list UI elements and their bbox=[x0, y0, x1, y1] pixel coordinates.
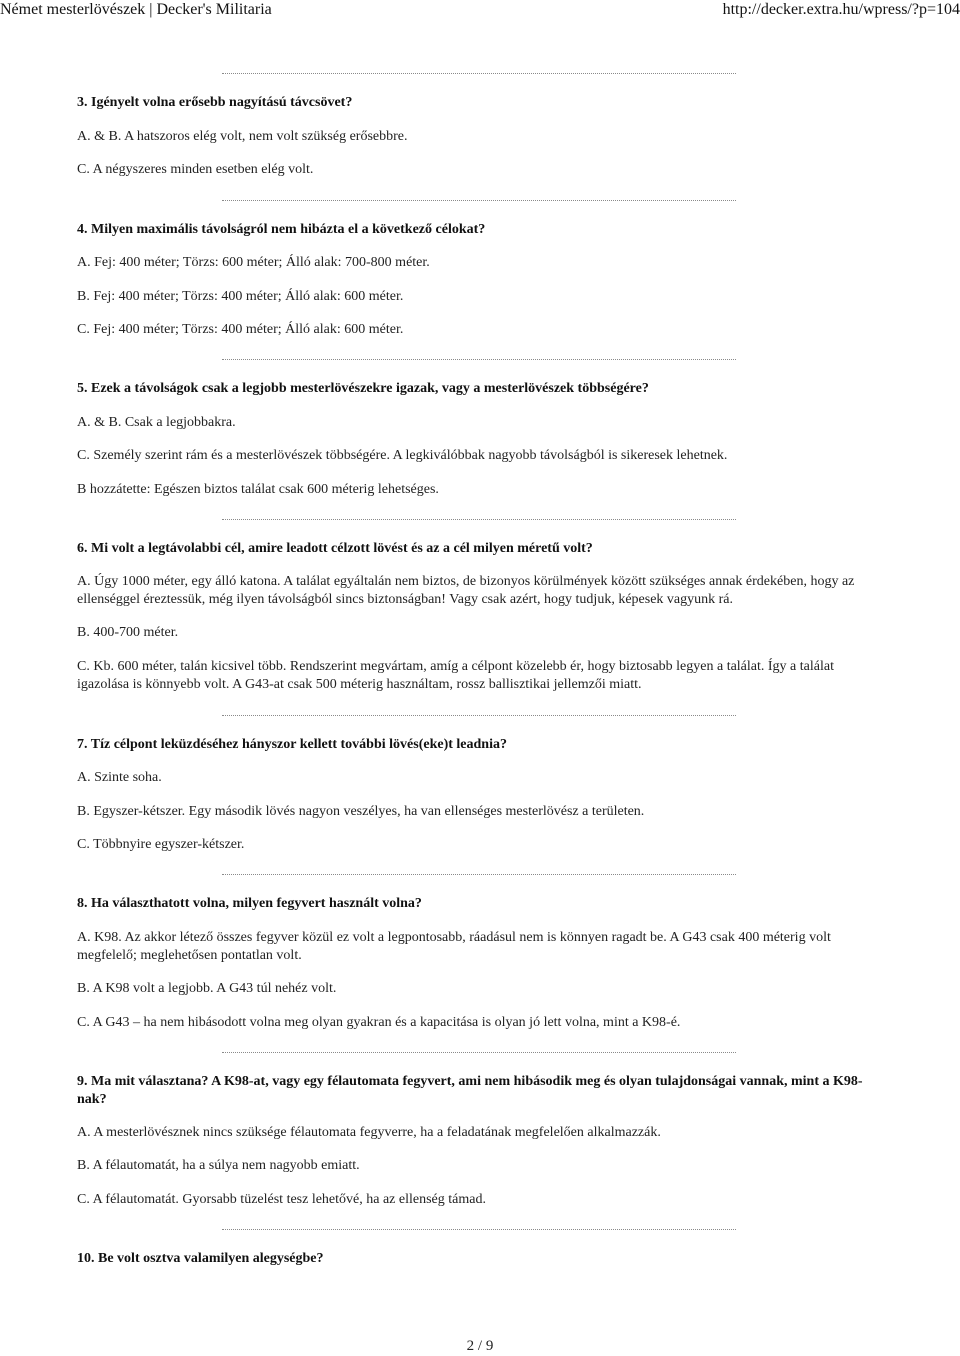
separator bbox=[222, 1229, 736, 1230]
answer-4-b: B. Fej: 400 méter; Törzs: 400 méter; Álló alak: 600 méter. bbox=[77, 289, 404, 304]
answer-5-note: B hozzátette: Egészen biztos találat csak 600 méterig lehetséges. bbox=[77, 482, 439, 497]
question-9: 9. Ma mit választana? A K98-at, vagy egy félautomata fegyvert, ami nem hibásodik meg és olyan tulajdonságai vannak, mint a K98-nak? bbox=[77, 1074, 863, 1107]
answer-8-b: B. A K98 volt a legjobb. A G43 túl nehéz volt. bbox=[77, 981, 337, 996]
answer-9-b: B. A félautomatát, ha a súlya nem nagyobb emiatt. bbox=[77, 1158, 360, 1173]
page-header-url[interactable]: http://decker.extra.hu/wpress/?p=104 bbox=[722, 1, 960, 18]
answer-9-c: C. A félautomatát. Gyorsabb tüzelést tesz lehetővé, ha az ellenség támad. bbox=[77, 1192, 486, 1207]
answer-4-c: C. Fej: 400 méter; Törzs: 400 méter; Álló alak: 600 méter. bbox=[77, 322, 404, 337]
answer-5-c: C. Személy szerint rám és a mesterlövészek többségére. A legkiválóbbak nagyobb távolságból is sikeresek lehetnek. bbox=[77, 448, 728, 463]
question-8: 8. Ha választhatott volna, milyen fegyvert használt volna? bbox=[77, 896, 422, 911]
question-5: 5. Ezek a távolságok csak a legjobb mesterlövészekre igazak, vagy a mesterlövészek többségére? bbox=[77, 381, 649, 396]
separator bbox=[222, 359, 736, 360]
separator bbox=[222, 200, 736, 201]
answer-8-c: C. A G43 – ha nem hibásodott volna meg olyan gyakran és a kapacitása is olyan jó lett volna, mint a K98-é. bbox=[77, 1015, 681, 1030]
page-header-title: Német mesterlövészek | Decker's Militaria bbox=[0, 1, 272, 18]
answer-7-b: B. Egyszer-kétszer. Egy második lövés nagyon veszélyes, ha van ellenséges mesterlövész a területen. bbox=[77, 804, 645, 819]
separator bbox=[222, 519, 736, 520]
page-number: 2 / 9 bbox=[466, 1338, 494, 1354]
answer-6-a: A. Úgy 1000 méter, egy álló katona. A találat egyáltalán nem biztos, de bizonyos körülmények között szükséges annak érdekében, hogy az ellenséggel éreztessük, még ilyen távolságból sincs biztonságban! Vagy csak azért, hogy tudjuk, képesek vagyunk rá. bbox=[77, 574, 855, 607]
answer-5-ab: A. & B. Csak a legjobbakra. bbox=[77, 415, 236, 430]
answer-4-a: A. Fej: 400 méter; Törzs: 600 méter; Álló alak: 700-800 méter. bbox=[77, 255, 430, 270]
answer-7-a: A. Szinte soha. bbox=[77, 770, 162, 785]
question-6: 6. Mi volt a legtávolabbi cél, amire leadott célzott lövést és az a cél milyen méretű volt? bbox=[77, 541, 593, 556]
answer-6-b: B. 400-700 méter. bbox=[77, 625, 179, 640]
separator bbox=[222, 1052, 736, 1053]
question-10: 10. Be volt osztva valamilyen alegységbe? bbox=[77, 1251, 324, 1266]
answer-9-a: A. A mesterlövésznek nincs szüksége félautomata fegyverre, ha a feladatának megfelelően alkalmazzák. bbox=[77, 1125, 661, 1140]
separator bbox=[222, 715, 736, 716]
question-7: 7. Tíz célpont leküzdéséhez hányszor kellett további lövés(eke)t leadnia? bbox=[77, 737, 507, 752]
answer-3-ab: A. & B. A hatszoros elég volt, nem volt szükség erősebbre. bbox=[77, 129, 408, 144]
separator bbox=[222, 874, 736, 875]
question-3: 3. Igényelt volna erősebb nagyítású távcsövet? bbox=[77, 95, 353, 110]
answer-6-c: C. Kb. 600 méter, talán kicsivel több. Rendszerint megvártam, amíg a célpont közelebb ér, hogy biztosabb legyen a találat. Így a találat igazolása is könnyebb volt. A G43-at csak 500 méterig használtam, rossz ballisztikai jellemzői miatt. bbox=[77, 659, 834, 692]
answer-8-a: A. K98. Az akkor létező összes fegyver közül ez volt a legpontosabb, ráadásul nem is könnyen ragadt be. A G43 csak 400 méterig volt megfelelő; meglehetősen pontatlan volt. bbox=[77, 930, 831, 963]
question-4: 4. Milyen maximális távolságról nem hibázta el a következő célokat? bbox=[77, 222, 486, 237]
answer-7-c: C. Többnyire egyszer-kétszer. bbox=[77, 837, 245, 852]
separator bbox=[222, 73, 736, 74]
answer-3-c: C. A négyszeres minden esetben elég volt. bbox=[77, 162, 314, 177]
